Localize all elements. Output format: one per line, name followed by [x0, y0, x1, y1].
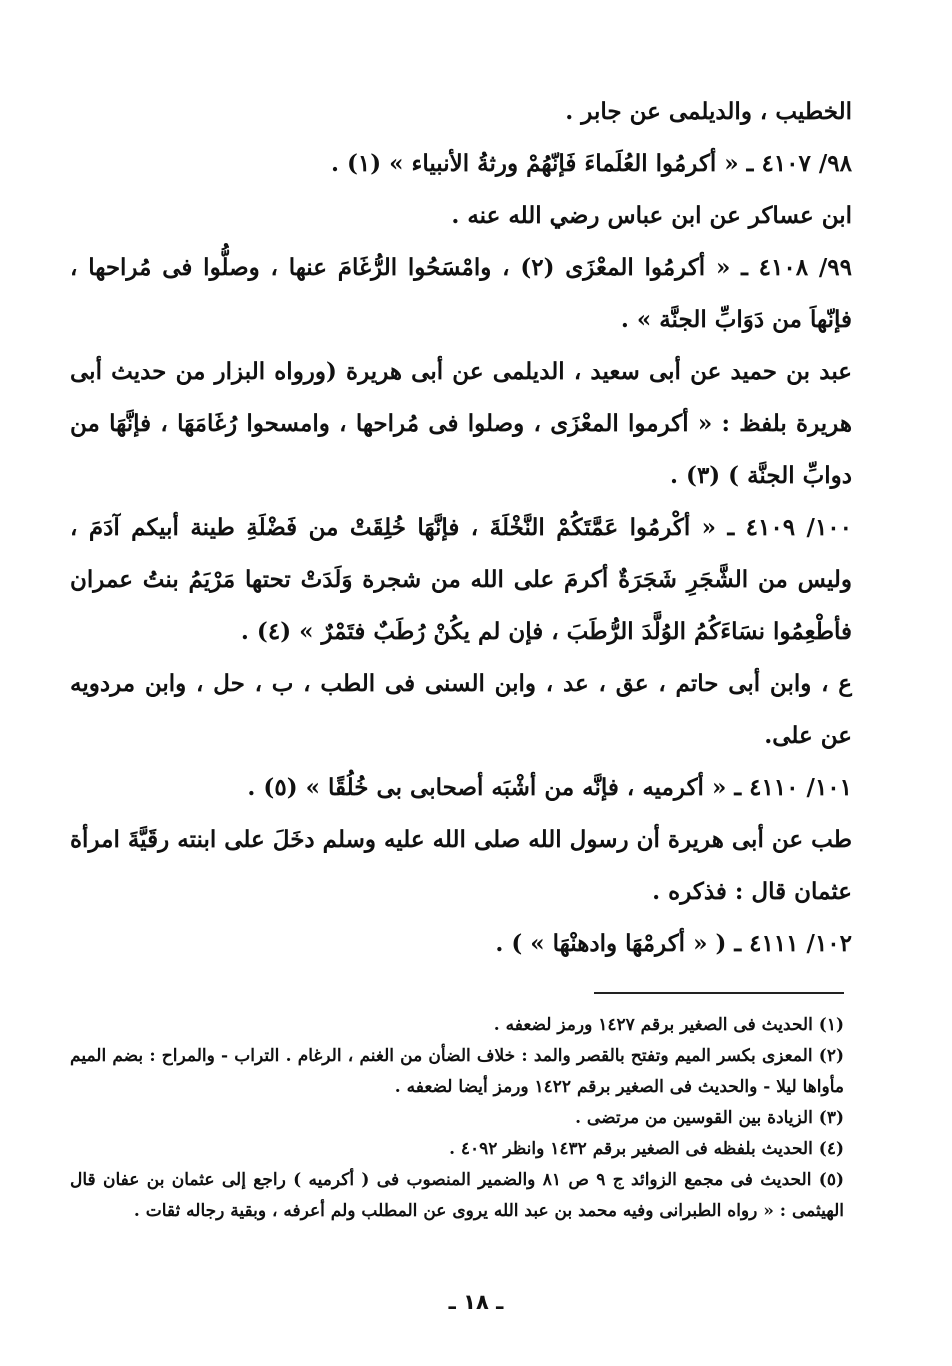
page-number: ـ ١٨ ـ: [448, 1290, 504, 1314]
hadith-98: ٩٨/ ٤١٠٧ ـ « أكرمُوا العُلَماءَ فَإنّهُمْ ورثةُ الأنبياء » (١) .: [331, 150, 852, 177]
footnote-2: (٢) المعزى بكسر الميم وتفتح بالقصر والمد : خلاف الضأن من الغنم ، الرغام . التراب - والمراح : بضم الميم مأواها ليلا - والحديث فى الصغير برقم ١٤٢٢ ورمز أيضا لضعفه .: [70, 1046, 844, 1097]
source-line: ابن عساكر عن ابن عباس رضي الله عنه .: [451, 202, 852, 229]
source-line: طب عن أبى هريرة أن رسول الله صلى الله عليه وسلم دخَلَ على ابنته رقَيَّةَ امرأة عثمان قال : فذكره .: [70, 826, 852, 905]
hadith-100: ١٠٠/ ٤١٠٩ ـ « أكْرمُوا عَمَّتَكُمْ النَّخْلَةَ ، فإنَّهَا خُلِقَتْ من فَضْلَةِ طينة أبيكم آدَمَ ، وليس من الشَّجَرِ شَجَرَةٌ أكرمَ على الله من شجرة وَلَدَتْ تحتها مَرْيَمُ بنتُ عمران فأطْعِمُوا نسَاءَكُمُ الوُلَّدَ الرُّطَبَ ، فإن لم يكُنْ رُطَبٌ فتَمْرٌ » (٤) .: [70, 514, 852, 645]
source-line: الخطيب ، والديلمى عن جابر .: [565, 98, 852, 125]
main-text: [70, 86, 852, 970]
footnote-divider: [594, 992, 844, 994]
hadith-101: ١٠١/ ٤١١٠ ـ « أكرميه ، فإنَّه من أشْبَه أصحابى بى خُلُقًا » (٥) .: [247, 774, 852, 801]
footnote-5: (٥) الحديث فى مجمع الزوائد ج ٩ ص ٨١ والضمير المنصوب فى ( أكرميه ) راجع إلى عثمان بن عفان قال الهيثمى : « رواه الطبرانى وفيه محمد بن عبد الله يروى عن المطلب ولم أعرفه ، وبقية رجاله ثقات .: [70, 1170, 844, 1221]
source-line: عبد بن حميد عن أبى سعيد ، الديلمى عن أبى هريرة (ورواه البزار من حديث أبى هريرة بلفظ : « أكرموا المعْزَى ، وصلوا فى مُراحها ، وامسحوا رُغَامَهَا ، فإنَّهَا من دوابِّ الجنَّة ) (٣) .: [70, 358, 852, 489]
footnote-1: (١) الحديث فى الصغير برقم ١٤٢٧ ورمز لضعفه .: [493, 1015, 844, 1035]
hadith-99: ٩٩/ ٤١٠٨ ـ « أكرمُوا المعْزَى (٢) ، وامْسَحُوا الرُّغَامَ عنها ، وصلُّوا فى مُراحها ، فإنّهاَ من دَوَابِّ الجنَّة » .: [70, 254, 852, 333]
source-line: ع ، وابن أبى حاتم ، عق ، عد ، وابن السنى فى الطب ، ب ، حل ، وابن مردويه عن على.: [70, 670, 852, 749]
hadith-102: ١٠٢/ ٤١١١ ـ ( « أكرمْهَا وادهنْهَا » ) .: [495, 930, 852, 957]
footnotes: [70, 1010, 844, 1227]
footnote-4: (٤) الحديث بلفظه فى الصغير برقم ١٤٣٢ وانظر ٤٠٩٢ .: [449, 1139, 844, 1159]
footnote-3: (٣) الزيادة بين القوسين من مرتضى .: [575, 1108, 844, 1128]
